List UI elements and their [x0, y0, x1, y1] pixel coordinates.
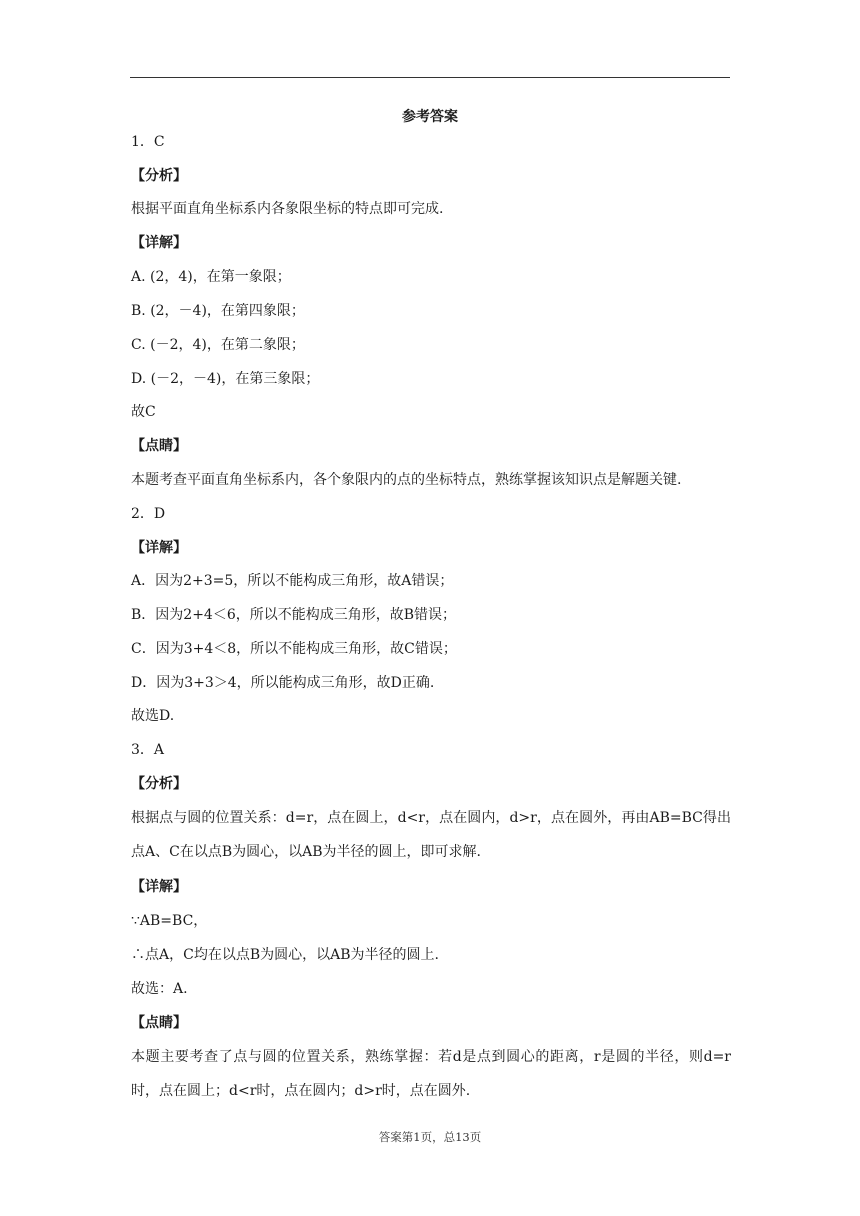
q1-detail-line: A. (2，4)，在第一象限；	[131, 269, 291, 285]
q3-detail-label: 【详解】	[131, 879, 187, 895]
header-rule	[130, 77, 730, 78]
q3-detail-line: ∴点A，C均在以点B为圆心，以AB为半径的圆上.	[131, 947, 439, 963]
q3-comment-text: 本题主要考查了点与圆的位置关系，熟练掌握：若d是点到圆心的距离，r是圆的半径，则d=r时，点在圆上；d<r时，点在圆内；d>r时，点在圆外.	[131, 1049, 731, 1099]
page-title: 参考答案	[402, 109, 458, 125]
q1-comment-label: 【点睛】	[131, 438, 187, 454]
q2-detail-label: 【详解】	[131, 540, 187, 556]
answer-3: 3．A	[131, 742, 165, 758]
q1-detail-line: 故C	[131, 404, 156, 420]
q2-detail-line: C．因为3+4＜8，所以不能构成三角形，故C错误；	[131, 641, 457, 657]
q3-analysis-text: 根据点与圆的位置关系：d=r，点在圆上，d<r，点在圆内，d>r，点在圆外，再由AB=BC得出点A、C在以点B为圆心，以AB为半径的圆上，即可求解.	[131, 810, 731, 860]
q3-analysis-label: 【分析】	[131, 776, 187, 792]
q1-analysis-text: 根据平面直角坐标系内各象限坐标的特点即可完成.	[131, 201, 444, 217]
q3-detail-line: ∵AB=BC，	[131, 913, 208, 929]
page-footer: 答案第1页，总13页	[378, 1130, 482, 1144]
q2-detail-line: D．因为3+3＞4，所以能构成三角形，故D正确.	[131, 675, 435, 691]
q1-detail-line: D. (－2，－4)，在第三象限；	[131, 371, 320, 387]
q1-detail-label: 【详解】	[131, 235, 187, 251]
q2-detail-line: 故选D.	[131, 708, 175, 724]
answer-1: 1．C	[131, 134, 165, 150]
q3-detail-line: 故选：A.	[131, 981, 188, 997]
q2-detail-line: A．因为2+3=5，所以不能构成三角形，故A错误；	[131, 573, 454, 589]
q1-analysis-label: 【分析】	[131, 168, 187, 184]
answer-2: 2．D	[131, 506, 166, 522]
q1-comment-text: 本题考查平面直角坐标系内，各个象限内的点的坐标特点，熟练掌握该知识点是解题关键.	[131, 472, 682, 488]
q3-comment-label: 【点睛】	[131, 1015, 187, 1031]
q1-detail-line: B. (2，－4)，在第四象限；	[131, 303, 305, 319]
q2-detail-line: B．因为2+4＜6，所以不能构成三角形，故B错误；	[131, 607, 457, 623]
q1-detail-line: C. (－2，4)，在第二象限；	[131, 337, 305, 353]
